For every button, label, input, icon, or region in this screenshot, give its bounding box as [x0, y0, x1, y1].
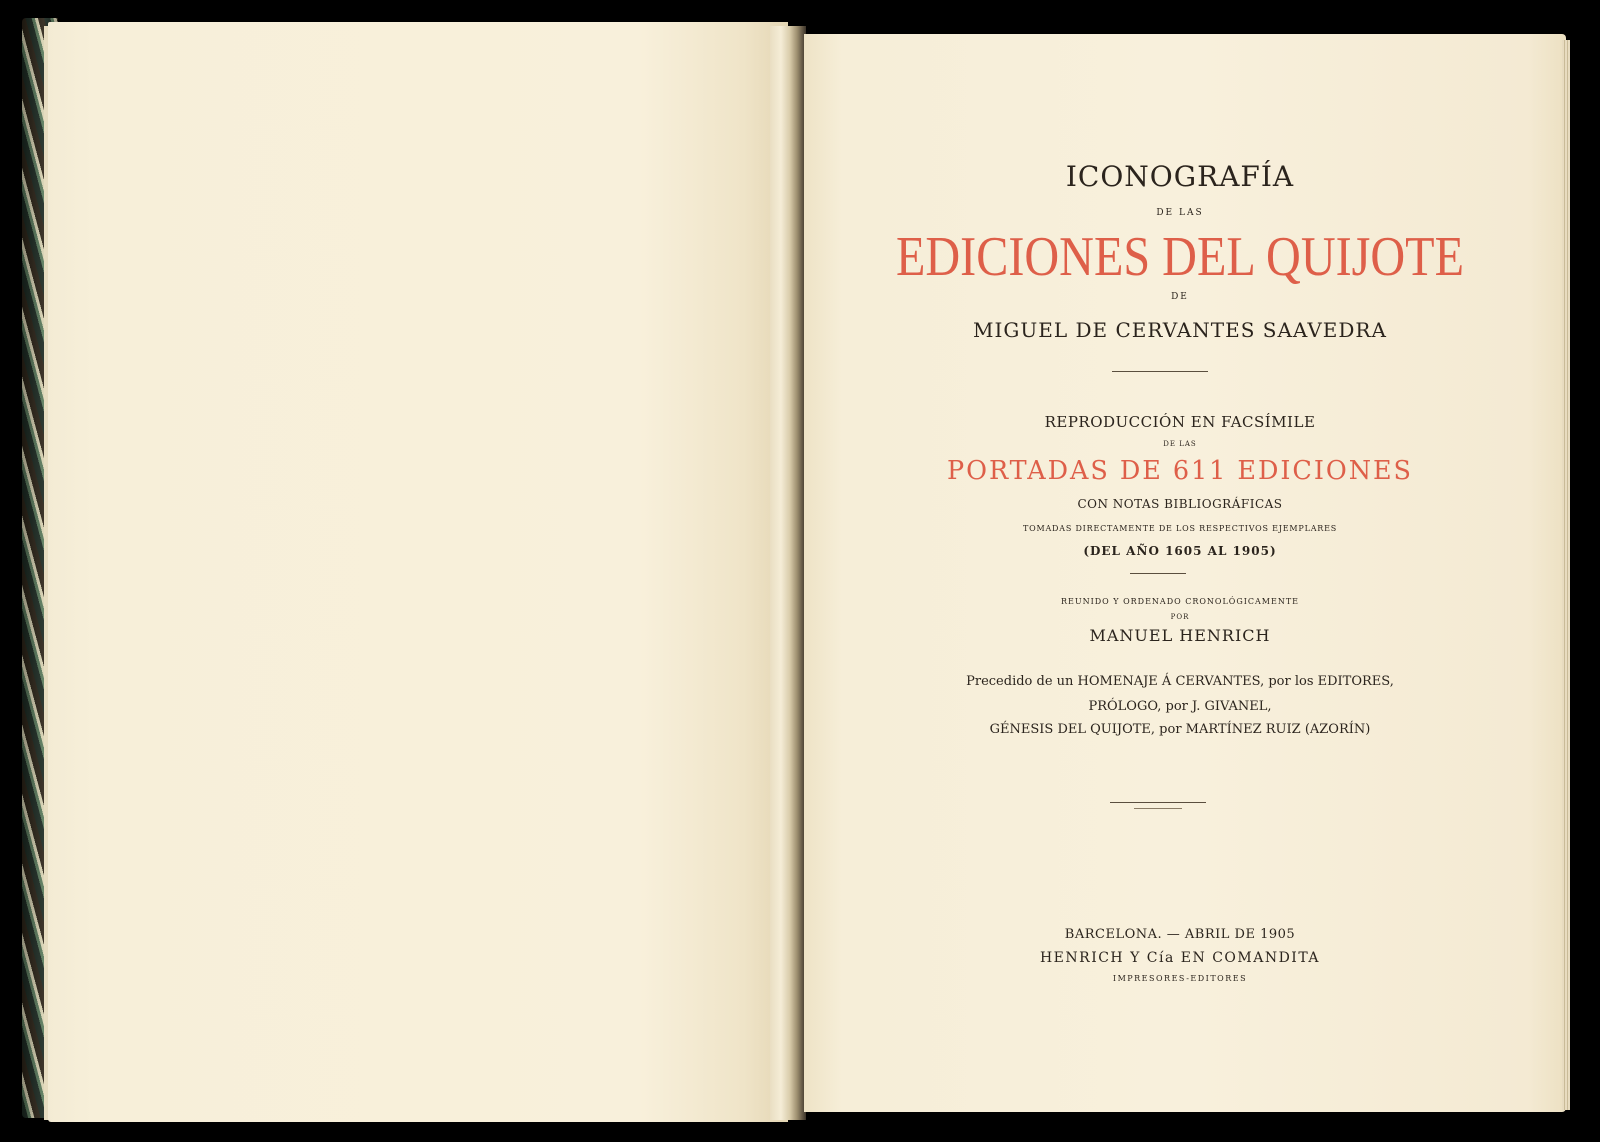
imprint-role: IMPRESORES-EDITORES: [1112, 974, 1248, 983]
subtitle-de-las: DE LAS: [1163, 440, 1197, 448]
imprint-publisher: HENRICH Y Cía EN COMANDITA: [1039, 950, 1321, 966]
compiled-by-note: REUNIDO Y ORDENADO CRONOLÓGICAMENTE: [1060, 597, 1300, 606]
title-ediciones-del-quijote: EDICIONES DEL QUIJOTE: [895, 226, 1465, 288]
title-de: DE: [1171, 292, 1189, 302]
divider-rule-short: [1130, 573, 1186, 574]
title-de-las: DE LAS: [1156, 208, 1204, 218]
compiler-name: MANUEL HENRICH: [1089, 626, 1271, 645]
contents-homenaje: Precedido de un HOMENAJE Á CERVANTES, por los EDITORES,: [966, 674, 1394, 689]
title-iconografia: ICONOGRAFÍA: [1065, 160, 1295, 193]
contents-genesis: GÉNESIS DEL QUIJOTE, por MARTÍNEZ RUIZ (AZORÍN): [989, 722, 1371, 737]
divider-rule: [1112, 371, 1208, 372]
compiled-by-por: POR: [1170, 613, 1190, 621]
ornament-rule-short: [1134, 808, 1182, 809]
ornament-rule-long: [1110, 802, 1206, 803]
imprint-place-date: BARCELONA. — ABRIL DE 1905: [1064, 927, 1296, 942]
subtitle-con-notas: CON NOTAS BIBLIOGRÁFICAS: [1077, 497, 1283, 511]
subtitle-tomadas: TOMADAS DIRECTAMENTE DE LOS RESPECTIVOS EJEMPLARES: [1022, 524, 1338, 533]
contents-prologo: PRÓLOGO, por J. GIVANEL,: [1088, 699, 1272, 714]
subtitle-year-range: (DEL AÑO 1605 AL 1905): [1083, 544, 1277, 558]
page-stack-edge: [1562, 40, 1570, 1110]
author-name: MIGUEL DE CERVANTES SAAVEDRA: [973, 318, 1387, 342]
left-blank-page: [48, 22, 788, 1122]
subtitle-reproduccion: REPRODUCCIÓN EN FACSÍMILE: [1044, 413, 1316, 431]
subtitle-portadas: PORTADAS DE 611 EDICIONES: [947, 456, 1413, 486]
